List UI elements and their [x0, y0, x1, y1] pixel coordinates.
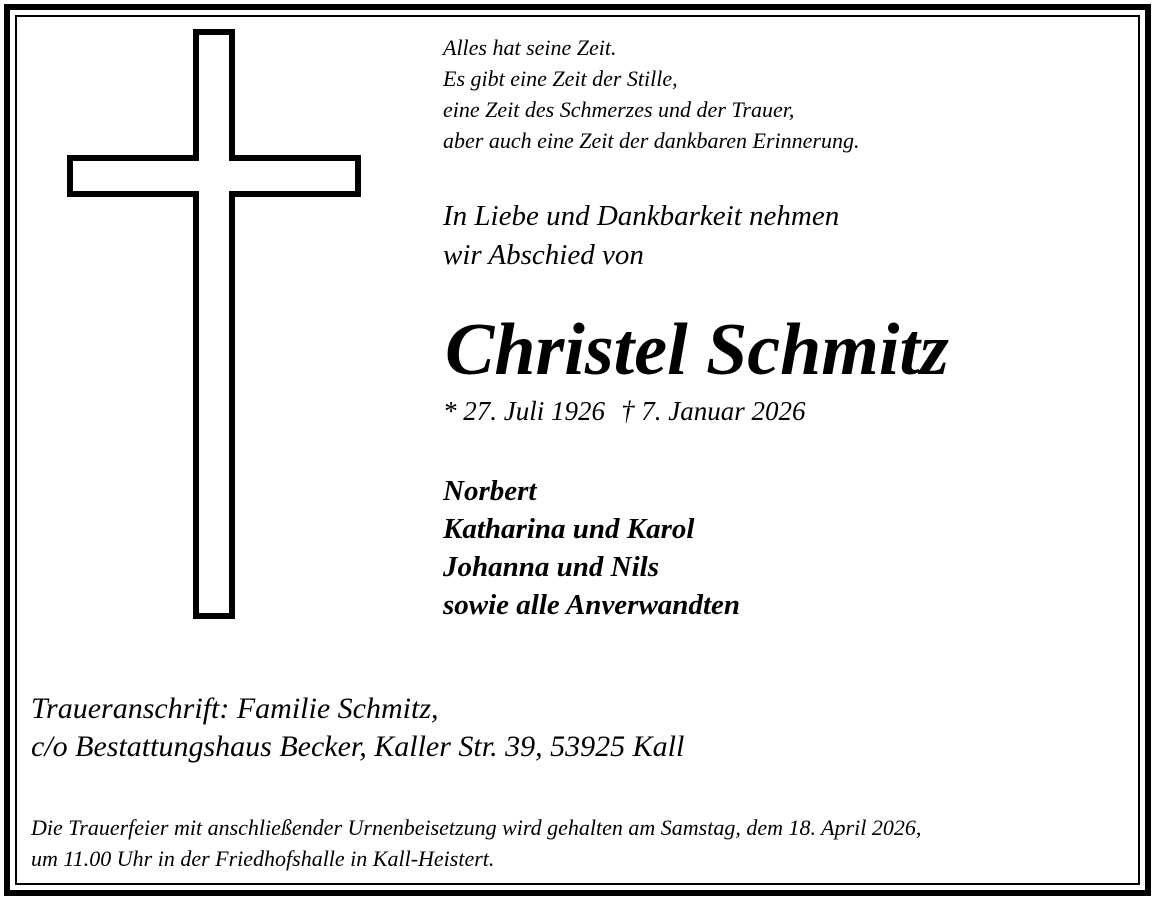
- life-dates: [443, 394, 806, 428]
- mourner: Katharina und Karol: [443, 513, 695, 545]
- intro-line: wir Abschied von: [443, 239, 644, 271]
- poem-line: aber auch eine Zeit der dankbaren Erinnerung.: [443, 128, 860, 153]
- ceremony-line: Die Trauerfeier mit anschließender Urnenbeisetzung wird gehalten am Samstag, dem 18. April 2026,: [31, 815, 922, 840]
- birth-date: * 27. Juli 1926: [443, 396, 605, 426]
- mourners-list: [443, 472, 740, 624]
- mourner: sowie alle Anverwandten: [443, 589, 740, 621]
- poem: [443, 32, 860, 156]
- mourning-address: [31, 690, 684, 766]
- address-line: Traueranschrift: Familie Schmitz,: [31, 692, 439, 725]
- mourner: Norbert: [443, 475, 537, 507]
- ceremony-notice: [31, 812, 921, 874]
- address-line: c/o Bestattungshaus Becker, Kaller Str. 39, 53925 Kall: [31, 730, 685, 763]
- poem-line: eine Zeit des Schmerzes und der Trauer,: [443, 97, 795, 122]
- farewell-intro: [443, 197, 839, 275]
- poem-line: Es gibt eine Zeit der Stille,: [443, 66, 678, 91]
- ceremony-line: um 11.00 Uhr in der Friedhofshalle in Kall-Heistert.: [31, 846, 495, 871]
- poem-line: Alles hat seine Zeit.: [443, 35, 617, 60]
- mourner: Johanna und Nils: [443, 551, 659, 583]
- intro-line: In Liebe und Dankbarkeit nehmen: [443, 200, 840, 232]
- deceased-name: Christel Schmitz: [445, 309, 949, 391]
- death-date: † 7. Januar 2026: [621, 396, 806, 426]
- cross-icon: [66, 28, 362, 620]
